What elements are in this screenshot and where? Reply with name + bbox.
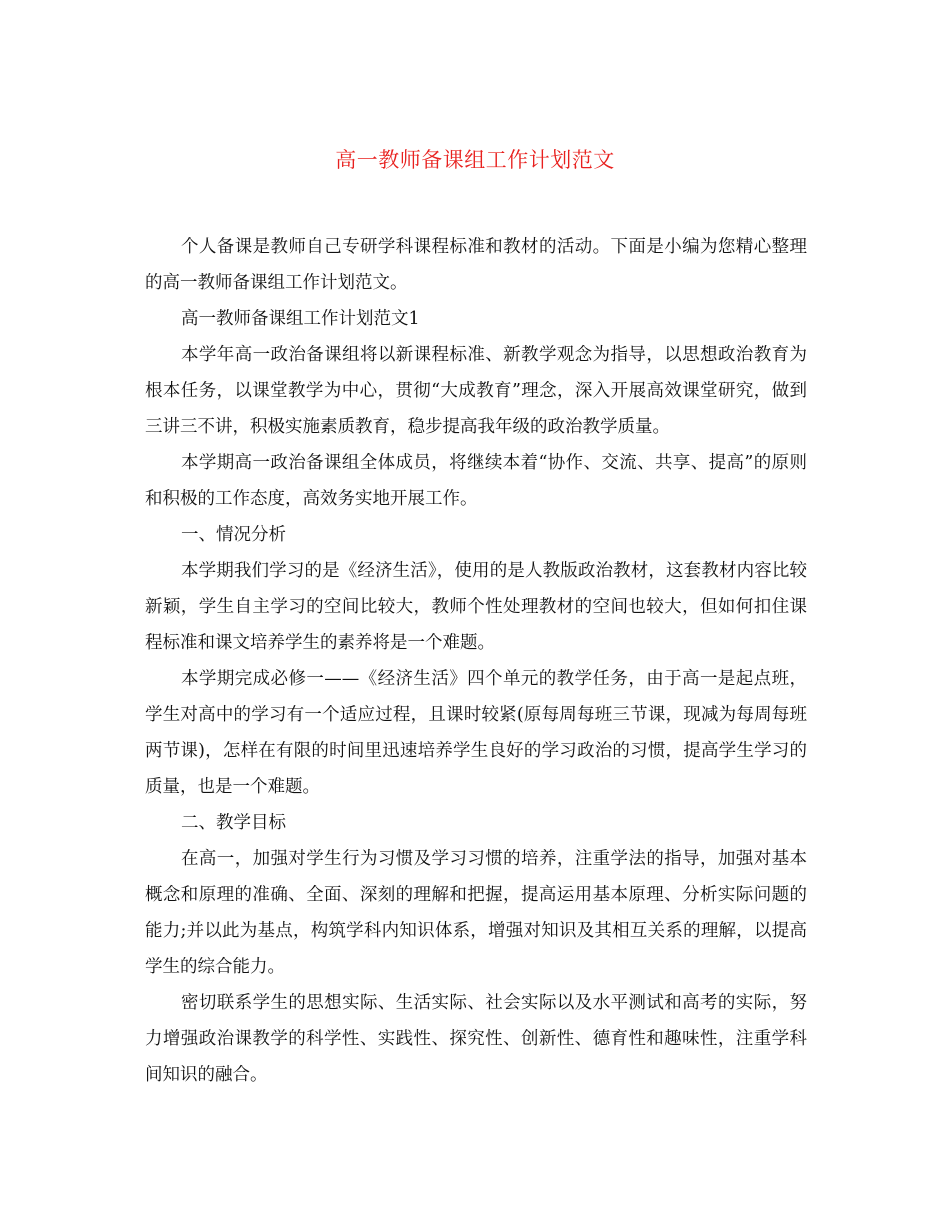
paragraph-goal-practice: 密切联系学生的思想实际、生活实际、社会实际以及水平测试和高考的实际，努力增强政治课教学的科学性、实践性、探究性、创新性、德育性和趣味性，注重学科间知识的融合。 xyxy=(145,993,807,1085)
paragraph-textbook-analysis: 本学期我们学习的是《经济生活》，使用的是人教版政治教材，这套教材内容比较新颖，学生自主学习的空间比较大，教师个性处理教材的空间也较大，但如何扣住课程标准和课文培养学生的素养将是一个难题。 xyxy=(145,561,807,653)
document-title: 高一教师备课组工作计划范文 xyxy=(335,148,615,172)
section-heading-situation-analysis: 一、情况分析 xyxy=(181,525,286,545)
document-body xyxy=(145,229,807,1093)
section-heading-teaching-goals: 二、教学目标 xyxy=(181,813,286,833)
paragraph-intro: 个人备课是教师自己专研学科课程标准和教材的活动。下面是小编为您精心整理的高一教师备课组工作计划范文。 xyxy=(145,237,807,293)
paragraph-teaching-tasks: 本学期完成必修一——《经济生活》四个单元的教学任务，由于高一是起点班，学生对高中的学习有一个适应过程，且课时较紧(原每周每班三节课，现减为每周每班两节课)，怎样在有限的时间里迅速培养学生良好的学习政治的习惯，提高学生学习的质量，也是一个难题。 xyxy=(145,669,807,797)
paragraph-guiding-principles: 本学年高一政治备课组将以新课程标准、新教学观念为指导，以思想政治教育为根本任务，以课堂教学为中心，贯彻“大成教育”理念，深入开展高效课堂研究，做到三讲三不讲，积极实施素质教育，稳步提高我年级的政治教学质量。 xyxy=(145,345,807,437)
section-heading-sample-1: 高一教师备课组工作计划范文1 xyxy=(181,309,420,329)
paragraph-goal-habits: 在高一，加强对学生行为习惯及学习习惯的培养，注重学法的指导，加强对基本概念和原理的准确、全面、深刻的理解和把握，提高运用基本原理、分析实际问题的能力;并以此为基点，构筑学科内知识体系，增强对知识及其相互关系的理解，以提高学生的综合能力。 xyxy=(145,849,807,977)
paragraph-work-attitude: 本学期高一政治备课组全体成员，将继续本着“协作、交流、共享、提高”的原则和积极的工作态度，高效务实地开展工作。 xyxy=(145,453,807,509)
